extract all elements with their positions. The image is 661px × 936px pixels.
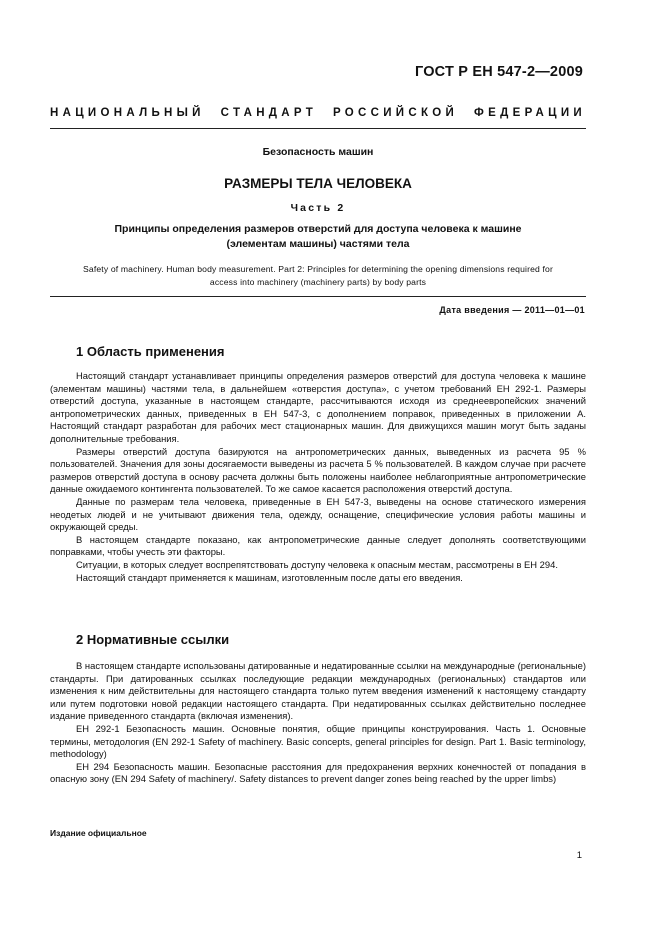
section-body-normative-references <box>50 660 586 786</box>
standard-subtitle <box>50 222 586 252</box>
english-title <box>50 263 586 289</box>
standard-title: РАЗМЕРЫ ТЕЛА ЧЕЛОВЕКА <box>224 176 412 191</box>
english-title-line: access into machinery (machinery parts) by body parts <box>209 277 427 287</box>
section-body-scope <box>50 370 586 584</box>
subtitle-line: (элементам машины) частями тела <box>226 238 410 250</box>
section-heading-normative-references: 2 Нормативные ссылки <box>76 632 230 647</box>
title-divider <box>50 296 586 297</box>
paragraph: Ситуации, в которых следует воспрепятствовать доступу человека к опасным местам, рассмотрены в ЕН 294. <box>76 558 558 570</box>
paragraph: Настоящий стандарт применяется к машинам, изготовленным после даты его введения. <box>76 571 463 583</box>
english-title-line: Safety of machinery. Human body measurement. Part 2: Principles for determining the opening dimensions required for <box>83 264 553 274</box>
reference-entry: ЕН 294 Безопасность машин. Безопасные расстояния для предохранения верхних конечностей от попадания в опасную зону (EN 294 Safety of machinery/. Safety distances to prevent danger zones being reached by the upper limbs) <box>50 760 586 785</box>
paragraph: В настоящем стандарте показано, как антропометрические данные следует дополнять соответствующими поправками, чтобы учесть эти факторы. <box>50 533 586 558</box>
paragraph: Размеры отверстий доступа базируются на антропометрических данных, выведенных из расчета 95 % пользователей. Значения для зоны досягаемости выведены из расчета 5 % пользователей. В каждом случае при расчете размеров отверстий доступа в основу расчета должны быть положены наиболее неблагоприятные антропометрические данные ожидаемого контингента пользователей. То же самое касается расположения отверстий доступа. <box>50 445 586 495</box>
national-standard-header: НАЦИОНАЛЬНЫЙ СТАНДАРТ РОССИЙСКОЙ ФЕДЕРАЦИИ <box>50 107 586 119</box>
page-number: 1 <box>576 850 582 861</box>
paragraph: Данные по размерам тела человека, приведенные в ЕН 547-3, выведены на основе статического измерения неодетых людей и не учитывают движения тела, одежду, оснащение, специфические условия работы машины и окружающей среды. <box>50 495 586 533</box>
document-code: ГОСТ Р ЕН 547-2—2009 <box>414 64 583 80</box>
header-divider <box>50 128 586 129</box>
subtitle-line: Принципы определения размеров отверстий для доступа человека к машине <box>114 223 522 235</box>
reference-entry: ЕН 292-1 Безопасность машин. Основные понятия, общие принципы конструирования. Часть 1. Основные термины, методология (EN 292-1 Safety of machinery. Basic concepts, general principles for design. Part 1. Basic terminology, methodology) <box>50 722 586 760</box>
standard-subject: Безопасность машин <box>262 146 374 158</box>
introduction-date: Дата введения — 2011—01—01 <box>439 305 585 315</box>
paragraph: В настоящем стандарте использованы датированные и недатированные ссылки на международные (региональные) стандарты. При датированных ссылках последующие редакции международных (региональных) стандартов или изменения к ним действительны для настоящего стандарта только путем введения изменений к настоящему стандарту или путем подготовки новой редакции настоящего стандарта. При недатированных ссылках действительно последнее издание приведенного стандарта (включая изменения). <box>50 660 586 722</box>
official-edition-label: Издание официальное <box>50 828 147 838</box>
part-label: Часть 2 <box>290 202 346 214</box>
section-heading-scope: 1 Область применения <box>76 344 225 359</box>
paragraph: Настоящий стандарт устанавливает принципы определения размеров отверстий для доступа человека к машине (элементам машины) частями тела, в дальнейшем «отверстия доступа», с учетом требований ЕН 292-1. Размеры отверстий доступа, указанные в настоящем стандарте, рассчитываются исходя из среднеевропейских значений антропометрических данных, приведенных в ЕН 547-3, с дополнением поправок, приведенных в приложении А. Настоящий стандарт разработан для рабочих мест стационарных машин. Для движущихся машин могут быть заданы дополнительные требования. <box>50 370 586 444</box>
